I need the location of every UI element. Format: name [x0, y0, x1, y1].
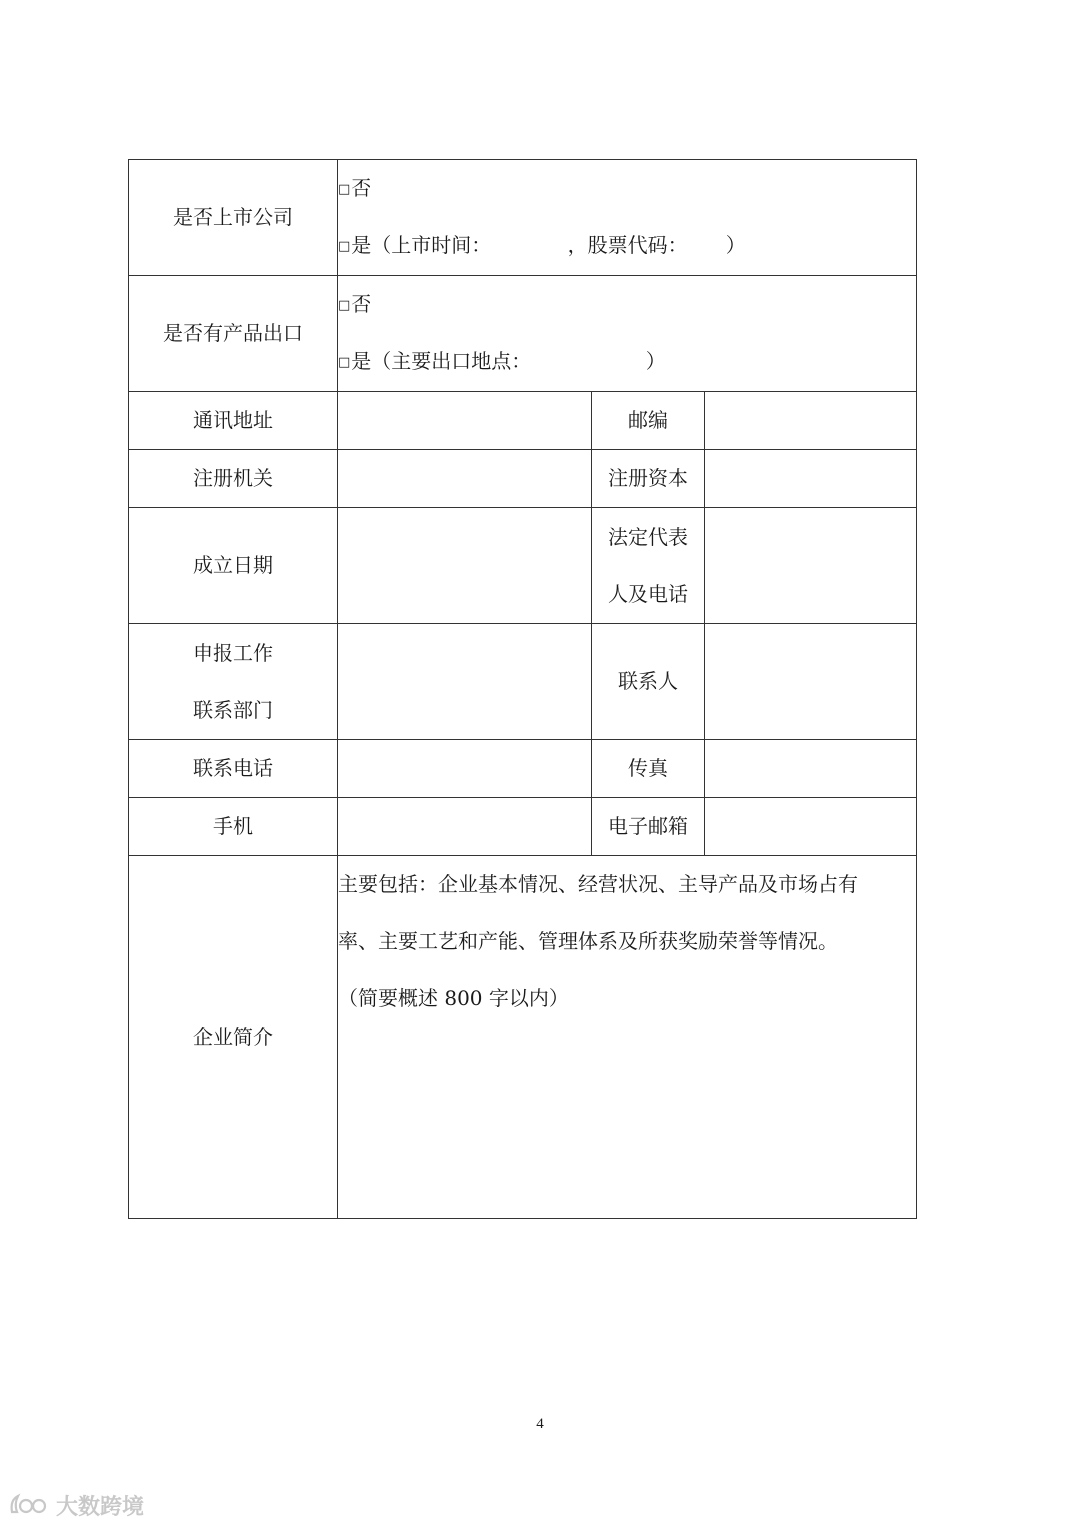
intro-hint-line2: 率、主要工艺和产能、管理体系及所获奖励荣誉等情况。 [338, 929, 838, 953]
label-department: 申报工作 联系部门 [129, 624, 338, 740]
option-listed-yes: □是（上市时间： ，股票代码： ） [338, 233, 746, 257]
label-reg-capital: 注册资本 [592, 450, 705, 508]
row-registration [129, 450, 917, 508]
field-department[interactable] [338, 624, 592, 740]
field-mobile[interactable] [338, 798, 592, 856]
label-intro: 企业简介 [129, 856, 338, 1219]
checkbox-listed-no[interactable]: □ [338, 182, 351, 197]
options-listed [338, 160, 917, 276]
intro-hint-line1: 主要包括：企业基本情况、经营状况、主导产品及市场占有 [338, 872, 858, 896]
label-fax: 传真 [592, 740, 705, 798]
field-fax[interactable] [705, 740, 917, 798]
field-postcode[interactable] [705, 392, 917, 450]
label-phone: 联系电话 [129, 740, 338, 798]
field-reg-capital[interactable] [705, 450, 917, 508]
options-export [338, 276, 917, 392]
row-export [129, 276, 917, 392]
label-founded: 成立日期 [129, 508, 338, 624]
label-export: 是否有产品出口 [129, 276, 338, 392]
label-email: 电子邮箱 [592, 798, 705, 856]
option-listed-no: □否 [338, 176, 372, 200]
row-founded [129, 508, 917, 624]
field-email[interactable] [705, 798, 917, 856]
row-address [129, 392, 917, 450]
field-legal-rep[interactable] [705, 508, 917, 624]
field-address[interactable] [338, 392, 592, 450]
field-phone[interactable] [338, 740, 592, 798]
row-department [129, 624, 917, 740]
row-listed [129, 160, 917, 276]
label-reg-authority: 注册机关 [129, 450, 338, 508]
label-postcode: 邮编 [592, 392, 705, 450]
checkbox-listed-yes[interactable]: □ [338, 239, 351, 254]
watermark-logo-icon [8, 1492, 50, 1518]
field-contact[interactable] [705, 624, 917, 740]
checkbox-export-no[interactable]: □ [338, 298, 351, 313]
field-reg-authority[interactable] [338, 450, 592, 508]
watermark-text: 大数跨境 [56, 1494, 145, 1520]
row-phone [129, 740, 917, 798]
checkbox-export-yes[interactable]: □ [338, 355, 351, 370]
field-intro[interactable] [338, 856, 917, 1219]
intro-hint-line3: （简要概述 800 字以内） [338, 986, 569, 1010]
field-founded[interactable] [338, 508, 592, 624]
option-export-yes: □是（主要出口地点： ） [338, 349, 666, 373]
label-mobile: 手机 [129, 798, 338, 856]
page-number: 4 [536, 1416, 544, 1432]
label-address: 通讯地址 [129, 392, 338, 450]
enterprise-info-table [128, 159, 917, 1219]
row-mobile [129, 798, 917, 856]
label-legal-rep: 法定代表 人及电话 [592, 508, 705, 624]
row-intro [129, 856, 917, 1219]
watermark [8, 1490, 144, 1520]
label-contact: 联系人 [592, 624, 705, 740]
label-listed: 是否上市公司 [129, 160, 338, 276]
option-export-no: □否 [338, 292, 372, 316]
